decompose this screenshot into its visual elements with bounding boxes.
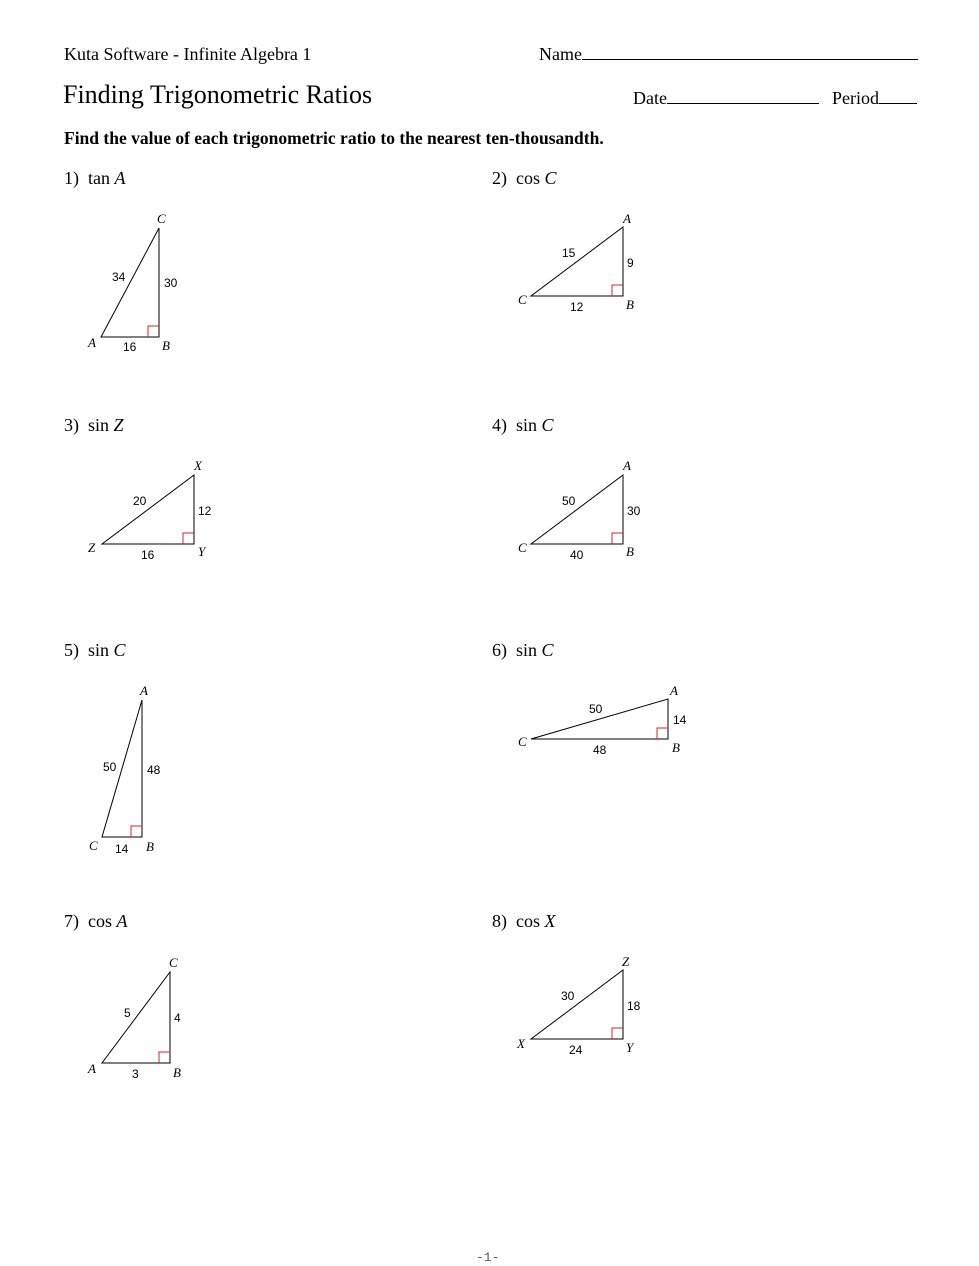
trig-function: cos <box>516 168 540 188</box>
vertex-label-right: Y <box>626 1040 634 1055</box>
vertex-label-right: B <box>162 338 170 353</box>
problem-number: 5) <box>64 640 79 660</box>
side-label-hypotenuse: 34 <box>112 270 126 284</box>
side-label-horizontal: 16 <box>123 340 137 354</box>
side-label-horizontal: 40 <box>570 548 584 562</box>
trig-function: cos <box>88 911 112 931</box>
side-label-horizontal: 16 <box>141 548 155 562</box>
vertex-label-left: C <box>89 838 98 853</box>
side-label-hypotenuse: 30 <box>561 989 575 1003</box>
vertex-label-top: Z <box>622 954 630 969</box>
trig-function: sin <box>88 640 110 660</box>
problem-number: 1) <box>64 168 79 188</box>
vertex-label-left: X <box>517 1036 525 1051</box>
side-label-vertical: 48 <box>147 763 161 777</box>
vertex-label-right: B <box>626 544 634 559</box>
vertex-label-top: A <box>140 683 148 698</box>
vertex-label-right: B <box>173 1065 181 1080</box>
name-label: Name <box>539 44 582 64</box>
side-label-vertical: 12 <box>198 504 212 518</box>
problem-number: 7) <box>64 911 79 931</box>
instructions: Find the value of each trigonometric ratio to the nearest ten-thousandth. <box>64 128 604 148</box>
right-angle-marker <box>612 1028 623 1039</box>
vertex-label-right: B <box>146 839 154 854</box>
vertex-label-top: A <box>670 683 678 698</box>
page-title: Finding Trigonometric Ratios <box>63 80 373 109</box>
side-label-horizontal: 3 <box>132 1067 139 1081</box>
vertex-label-top: C <box>157 211 166 226</box>
trig-function: sin <box>88 415 110 435</box>
angle-variable: C <box>113 640 126 660</box>
side-label-horizontal: 12 <box>570 300 584 314</box>
trig-function: sin <box>516 640 538 660</box>
vertex-label-left: C <box>518 292 527 307</box>
angle-variable: A <box>114 168 126 188</box>
trig-function: cos <box>516 911 540 931</box>
vertex-label-top: A <box>623 211 631 226</box>
side-label-vertical: 14 <box>673 713 687 727</box>
triangle-outline <box>531 970 623 1039</box>
side-label-hypotenuse: 15 <box>562 246 576 260</box>
side-label-hypotenuse: 50 <box>103 760 117 774</box>
vertex-label-left: A <box>88 1061 96 1076</box>
vertex-label-right: B <box>672 740 680 755</box>
side-label-vertical: 30 <box>627 504 641 518</box>
vertex-label-right: B <box>626 297 634 312</box>
side-label-hypotenuse: 20 <box>133 494 147 508</box>
side-label-hypotenuse: 50 <box>589 702 603 716</box>
side-label-hypotenuse: 50 <box>562 494 576 508</box>
angle-variable: X <box>544 911 556 931</box>
problem-number: 6) <box>492 640 507 660</box>
side-label-hypotenuse: 5 <box>124 1006 131 1020</box>
side-label-vertical: 4 <box>174 1011 181 1025</box>
publisher-label: Kuta Software - Infinite Algebra 1 <box>64 44 312 64</box>
side-label-horizontal: 48 <box>593 743 607 757</box>
angle-variable: C <box>544 168 557 188</box>
side-label-horizontal: 14 <box>115 842 129 856</box>
vertex-label-top: X <box>194 458 202 473</box>
angle-variable: C <box>541 415 554 435</box>
vertex-label-left: A <box>88 335 96 350</box>
vertex-label-top: A <box>623 458 631 473</box>
vertex-label-left: C <box>518 540 527 555</box>
side-label-horizontal: 24 <box>569 1043 583 1057</box>
trig-function: tan <box>88 168 110 188</box>
side-label-vertical: 18 <box>627 999 641 1013</box>
vertex-label-left: Z <box>88 540 96 555</box>
period-label: Period <box>832 88 879 108</box>
trig-function: sin <box>516 415 538 435</box>
problem-number: 3) <box>64 415 79 435</box>
vertex-label-right: Y <box>198 544 206 559</box>
side-label-vertical: 9 <box>627 256 634 270</box>
problem-number: 4) <box>492 415 507 435</box>
problem-number: 8) <box>492 911 507 931</box>
angle-variable: Z <box>113 415 124 435</box>
angle-variable: C <box>541 640 554 660</box>
vertex-label-left: C <box>518 734 527 749</box>
page-number: -1- <box>476 1250 500 1265</box>
vertex-label-top: C <box>169 955 178 970</box>
angle-variable: A <box>116 911 128 931</box>
side-label-vertical: 30 <box>164 276 178 290</box>
date-label: Date <box>633 88 667 108</box>
problem-number: 2) <box>492 168 507 188</box>
